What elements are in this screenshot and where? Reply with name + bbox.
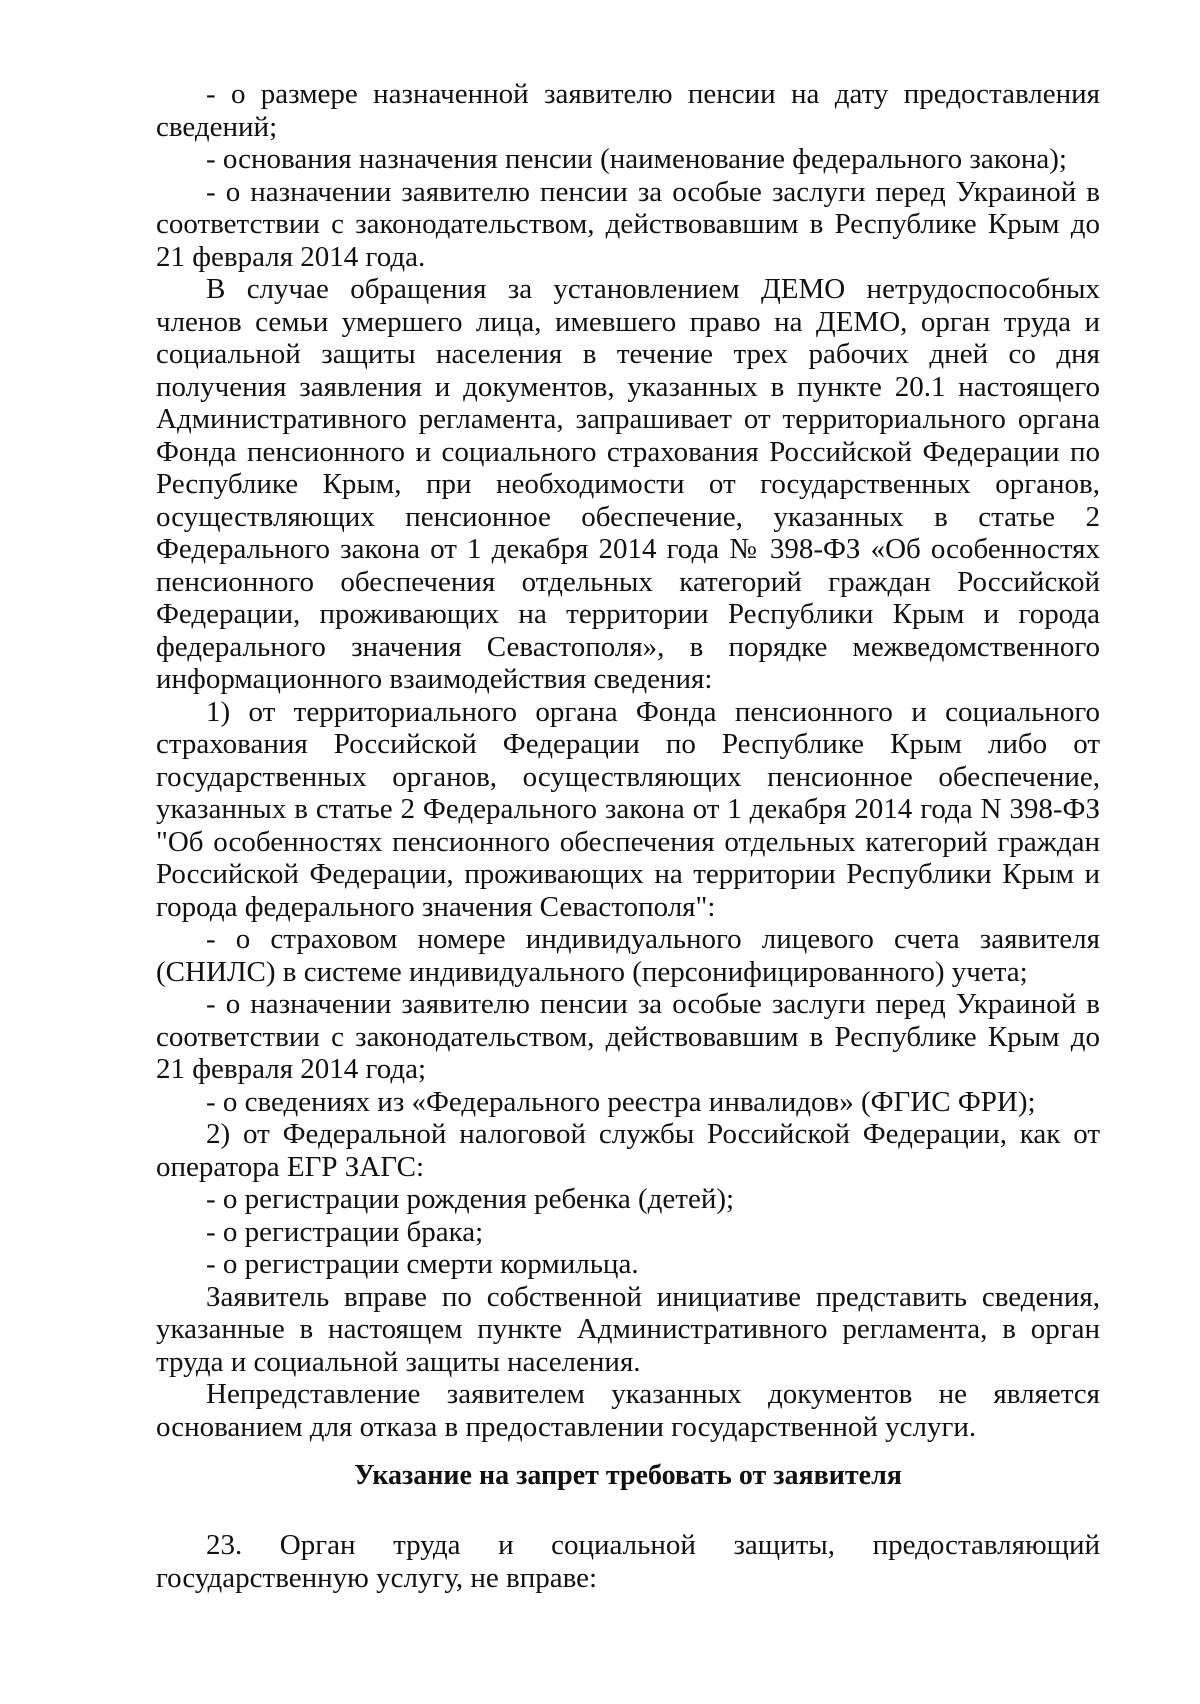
paragraph-birth-registration: - о регистрации рождения ребенка (детей); [206, 1183, 735, 1215]
paragraph-pension-basis: - основания назначения пенсии (наименование федерального закона); [206, 143, 1067, 175]
paragraph-non-submission: Непредставление заявителем указанных документов не является основанием для отказа в предоставлении государственной услуги. [156, 1378, 1100, 1443]
paragraph-demo-request: В случае обращения за установлением ДЕМО нетрудоспособных членов семьи умершего лица, имевшего право на ДЕМО, орган труда и социальной защиты населения в течение трех рабочих дней со дня получения заявления и документов, указанных в пункте 20.1 настоящего Административного регламента, запрашивает от территориального органа Фонда пенсионного и социального страхования Российской Федерации по Республике Крым, при необходимости от государственных органов, осуществляющих пенсионное обеспечение, указанных в статье 2 Федерального закона от 1 декабря 2014 года № 398-ФЗ «Об особенностях пенсионного обеспечения отдельных категорий граждан Российской Федерации, проживающих на территории Республики Крым и города федерального значения Севастополя», в порядке межведомственного информационного взаимодействия сведения: [156, 273, 1100, 695]
section-body [156, 1529, 1100, 1594]
paragraph-special-merits: - о назначении заявителю пенсии за особые заслуги перед Украиной в соответствии с законодательством, действовавшим в Республике Крым до 21 февраля 2014 года. [156, 175, 1100, 273]
paragraph-own-initiative: Заявитель вправе по собственной инициативе представить сведения, указанные в настоящем пункте Административного регламента, в орган труда и социальной защиты населения. [156, 1280, 1100, 1378]
paragraph-disabled-registry: - о сведениях из «Федерального реестра инвалидов» (ФГИС ФРИ); [206, 1085, 1036, 1118]
section-heading: Указание на запрет требовать от заявителя [354, 1460, 902, 1491]
paragraph-23: 23. Орган труда и социальной защиты, предоставляющий государственную услугу, не вправе: [156, 1529, 1100, 1594]
paragraph-death-registration: - о регистрации смерти кормильца. [206, 1248, 639, 1280]
document-body [156, 78, 1100, 1443]
paragraph-item-2: 2) от Федеральной налоговой службы Российской Федерации, как от оператора ЕГР ЗАГС: [156, 1118, 1100, 1183]
paragraph-pension-size: - о размере назначенной заявителю пенсии на дату предоставления сведений; [156, 78, 1100, 143]
paragraph-special-merits-2: - о назначении заявителю пенсии за особые заслуги перед Украиной в соответствии с законодательством, действовавшим в Республике Крым до 21 февраля 2014 года; [156, 988, 1100, 1085]
paragraph-item-1: 1) от территориального органа Фонда пенсионного и социального страхования Российской Федерации по Республике Крым либо от государственных органов, осуществляющих пенсионное обеспечение, указанных в статье 2 Федерального закона от 1 декабря 2014 года N 398-ФЗ "Об особенностях пенсионного обеспечения отдельных категорий граждан Российской Федерации, проживающих на территории Республики Крым и города федерального значения Севастополя": [156, 695, 1100, 923]
paragraph-marriage-registration: - о регистрации брака; [206, 1215, 484, 1248]
paragraph-snils: - о страховом номере индивидуального лицевого счета заявителя (СНИЛС) в системе индивидуального (персонифицированного) учета; [156, 923, 1100, 988]
